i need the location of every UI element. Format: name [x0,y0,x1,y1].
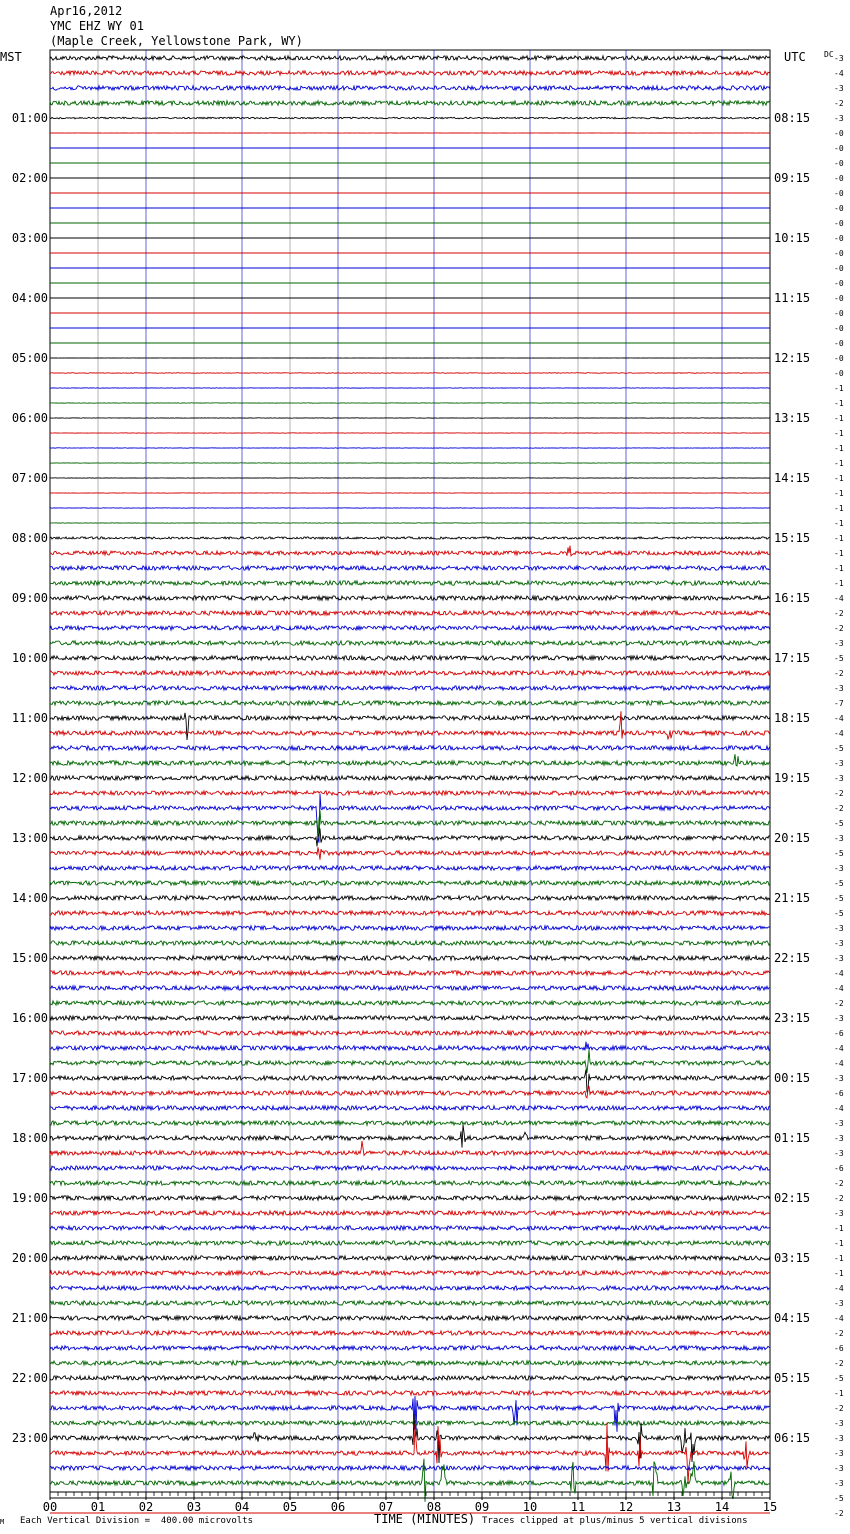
utc-hour-label: 00:15 [774,1071,811,1085]
dc-offset-label: -0 [834,309,844,318]
dc-offset-label: -3 [834,54,844,63]
mst-hour-label: 16:00 [11,1011,48,1025]
mst-hour-label: 09:00 [11,591,48,605]
dc-offset-label: -2 [834,1509,844,1518]
trace-row [50,656,770,660]
trace-row [50,1001,770,1005]
utc-hour-label: 17:15 [774,651,811,665]
dc-offset-label: -1 [834,504,844,513]
dc-offset-label: -0 [834,234,844,243]
x-axis-label: TIME (MINUTES) [374,1512,476,1526]
dc-offset-label: -2 [834,669,844,678]
dc-offset-label: -0 [834,249,844,258]
trace-row [50,1421,770,1425]
dc-offset-label: -5 [834,654,844,663]
trace-row [50,847,770,860]
dc-offset-label: -4 [834,1284,844,1293]
trace-row [50,1050,770,1073]
dc-offset-label: -4 [834,1059,844,1068]
dc-offset-label: -4 [834,1044,844,1053]
trace-row [50,373,770,374]
dc-offset-label: -3 [834,834,844,843]
trace-row [50,754,770,766]
dc-offset-label: -0 [834,174,844,183]
trace-row [50,713,770,740]
trace-row [50,986,770,990]
dc-offset-label: -0 [834,294,844,303]
dc-offset-label: -1 [834,474,844,483]
dc-offset-label: -4 [834,69,844,78]
trace-row [50,711,770,739]
trace-row [50,1069,770,1092]
dc-offset-label: -1 [834,414,844,423]
dc-offset-label: -1 [834,534,844,543]
dc-offset-label: -2 [834,804,844,813]
trace-row [50,1226,770,1230]
dc-offset-label: -1 [834,489,844,498]
utc-hour-label: 02:15 [774,1191,811,1205]
trace-row [50,811,770,839]
mst-hour-label: 03:00 [11,231,48,245]
dc-offset-label: -0 [834,204,844,213]
trace-row [50,1256,770,1260]
dc-offset-label: -4 [834,729,844,738]
scale-note: Each Vertical Division = 400.00 microvolts [20,1516,253,1526]
utc-hour-label: 15:15 [774,531,811,545]
dc-offset-label: -4 [834,984,844,993]
mst-axis-title: MST [0,50,22,64]
utc-hour-label: 22:15 [774,951,811,965]
dc-offset-label: -3 [834,1299,844,1308]
trace-row [50,829,770,847]
utc-hour-label: 12:15 [774,351,811,365]
dc-offset-label: -1 [834,519,844,528]
utc-hour-label: 05:15 [774,1371,811,1385]
trace-row [50,746,770,750]
trace-row [50,1106,770,1110]
utc-hour-label: 04:15 [774,1311,811,1325]
trace-row [50,581,770,585]
dc-offset-label: -6 [834,1029,844,1038]
trace-row [50,686,770,690]
dc-offset-label: -3 [834,1464,844,1473]
x-tick-label: 12 [618,1500,634,1514]
mst-hour-label: 19:00 [11,1191,48,1205]
trace-row [50,1211,770,1215]
utc-hour-label: 11:15 [774,291,811,305]
utc-hour-label: 20:15 [774,831,811,845]
dc-offset-label: -0 [834,159,844,168]
dc-offset-label: -4 [834,714,844,723]
dc-offset-label: -2 [834,1329,844,1338]
mst-hour-label: 06:00 [11,411,48,425]
utc-hour-label: 03:15 [774,1251,811,1265]
dc-offset-label: -1 [834,1389,844,1398]
dc-offset-label: -3 [834,84,844,93]
dc-offset-label: -5 [834,819,844,828]
trace-row [50,56,770,60]
utc-hour-label: 19:15 [774,771,811,785]
trace-row [50,596,770,600]
dc-offset-label: -3 [834,954,844,963]
dc-offset-label: -3 [834,1419,844,1428]
dc-offset-label: -2 [834,1179,844,1188]
utc-hour-label: 01:15 [774,1131,811,1145]
mst-hour-label: 12:00 [11,771,48,785]
corner-mark: M [0,1518,5,1526]
dc-offset-label: -0 [834,369,844,378]
trace-row [50,956,770,960]
trace-row [50,1271,770,1275]
trace-row [50,1466,770,1470]
trace-row [50,1301,770,1305]
trace-row [50,1346,770,1350]
dc-offset-label: -0 [834,219,844,228]
dc-offset-label: -4 [834,1104,844,1113]
trace-row [50,1031,770,1035]
trace-row [50,546,770,556]
mst-hour-label: 21:00 [11,1311,48,1325]
x-tick-label: 14 [714,1500,730,1514]
trace-row [50,1042,770,1051]
trace-row [50,1166,770,1170]
dc-offset-label: -3 [834,1119,844,1128]
utc-hour-label: 21:15 [774,891,811,905]
mst-hour-label: 05:00 [11,351,48,365]
trace-row [50,881,770,885]
dc-offset-label: -5 [834,879,844,888]
mst-hour-label: 14:00 [11,891,48,905]
trace-row [50,1141,770,1155]
utc-hour-label: 13:15 [774,411,811,425]
dc-offset-label: -0 [834,339,844,348]
trace-row [50,1396,770,1432]
dc-offset-label: -5 [834,1374,844,1383]
trace-row [50,117,770,119]
trace-row [50,941,770,945]
x-tick-label: 00 [42,1500,58,1514]
mst-hour-label: 10:00 [11,651,48,665]
x-tick-label: 03 [186,1500,202,1514]
dc-offset-label: -1 [834,384,844,393]
dc-offset-label: -5 [834,909,844,918]
x-tick-label: 08 [426,1500,442,1514]
trace-row [50,101,770,105]
dc-offset-label: -6 [834,1089,844,1098]
dc-offset-label: -3 [834,1434,844,1443]
x-tick-label: 04 [234,1500,250,1514]
trace-row [50,566,770,570]
trace-row [50,926,770,930]
utc-axis-title: UTC [784,50,806,64]
dc-offset-label: -3 [834,774,844,783]
x-tick-label: 09 [474,1500,490,1514]
dc-offset-label: -4 [834,969,844,978]
dc-offset-label: -0 [834,354,844,363]
dc-offset-label: -1 [834,579,844,588]
trace-row [50,641,770,645]
dc-offset-label: -3 [834,759,844,768]
dc-offset-label: -1 [834,399,844,408]
dc-offset-label: -0 [834,189,844,198]
clip-note: Traces clipped at plus/minus 5 vertical divisions [482,1516,748,1526]
trace-row [50,671,770,675]
dc-offset-label: -7 [834,699,844,708]
dc-offset-label: -1 [834,429,844,438]
x-tick-label: 11 [570,1500,586,1514]
x-tick-label: 07 [378,1500,394,1514]
trace-row [50,1316,770,1320]
dc-offset-label: -3 [834,1074,844,1083]
dc-offset-label: -0 [834,324,844,333]
trace-row [50,86,770,90]
trace-row [50,1391,770,1395]
dc-offset-label: -2 [834,1359,844,1368]
utc-hour-label: 16:15 [774,591,811,605]
trace-row [50,1241,770,1245]
station-location: (Maple Creek, Yellowstone Park, WY) [50,34,303,48]
dc-offset-label: -2 [834,1404,844,1413]
trace-row [50,1423,770,1484]
dc-offset-label: -2 [834,624,844,633]
dc-offset-label: -1 [834,564,844,573]
dc-offset-label: -6 [834,1344,844,1353]
mst-hour-label: 08:00 [11,531,48,545]
dc-offset-label: -3 [834,639,844,648]
x-tick-label: 02 [138,1500,154,1514]
dc-offset-label: -2 [834,609,844,618]
dc-offset-label: -0 [834,264,844,273]
dc-offset-label: -3 [834,1449,844,1458]
trace-row [50,1121,770,1125]
x-tick-label: 06 [330,1500,346,1514]
trace-row [50,776,770,780]
trace-row [50,626,770,630]
dc-offset-label: -3 [834,1209,844,1218]
utc-hour-label: 10:15 [774,231,811,245]
dc-offset-label: -1 [834,459,844,468]
dc-offset-label: -1 [834,549,844,558]
trace-row [50,794,770,843]
dc-offset-label: -0 [834,279,844,288]
trace-row [50,537,770,539]
dc-offset-label: -3 [834,1479,844,1488]
trace-row [50,1016,770,1020]
station-id: YMC EHZ WY 01 [50,19,144,33]
dc-offset-label: -3 [834,864,844,873]
dc-axis-title: DC [824,50,834,59]
x-tick-label: 01 [90,1500,106,1514]
trace-row [50,1181,770,1185]
dc-offset-label: -4 [834,1314,844,1323]
trace-row [50,1086,770,1098]
trace-row [50,1286,770,1290]
dc-offset-label: -3 [834,684,844,693]
dc-offset-label: -3 [834,1149,844,1158]
mst-hour-label: 22:00 [11,1371,48,1385]
utc-hour-label: 23:15 [774,1011,811,1025]
utc-hour-label: 18:15 [774,711,811,725]
utc-hour-label: 06:15 [774,1431,811,1445]
trace-row [50,896,770,900]
dc-offset-label: -3 [834,1014,844,1023]
utc-hour-label: 08:15 [774,111,811,125]
mst-hour-label: 11:00 [11,711,48,725]
dc-offset-label: -3 [834,1134,844,1143]
dc-offset-label: -3 [834,924,844,933]
dc-offset-label: -2 [834,1194,844,1203]
trace-row [50,701,770,705]
utc-hour-label: 09:15 [774,171,811,185]
trace-row [50,71,770,75]
dc-offset-label: -1 [834,1224,844,1233]
mst-hour-label: 15:00 [11,951,48,965]
mst-hour-label: 23:00 [11,1431,48,1445]
mst-hour-label: 01:00 [11,111,48,125]
dc-offset-label: -5 [834,894,844,903]
mst-hour-label: 17:00 [11,1071,48,1085]
dc-offset-label: -2 [834,789,844,798]
dc-offset-label: -5 [834,744,844,753]
x-tick-label: 15 [762,1500,778,1514]
trace-row [50,791,770,795]
x-tick-label: 10 [522,1500,538,1514]
utc-hour-label: 14:15 [774,471,811,485]
trace-row [50,1376,770,1380]
x-tick-label: 13 [666,1500,682,1514]
trace-row [50,911,770,915]
dc-offset-label: -1 [834,1254,844,1263]
dc-offset-label: -0 [834,129,844,138]
mst-hour-label: 20:00 [11,1251,48,1265]
trace-row [50,866,770,870]
mst-hour-label: 18:00 [11,1131,48,1145]
trace-row [50,1196,770,1200]
dc-offset-label: -1 [834,444,844,453]
mst-hour-label: 04:00 [11,291,48,305]
dc-offset-label: -0 [834,144,844,153]
dc-offset-label: -5 [834,849,844,858]
dc-offset-label: -3 [834,114,844,123]
dc-offset-label: -2 [834,99,844,108]
trace-row [50,1331,770,1335]
dc-offset-label: -2 [834,999,844,1008]
mst-hour-label: 07:00 [11,471,48,485]
mst-hour-label: 13:00 [11,831,48,845]
dc-offset-label: -1 [834,1269,844,1278]
trace-row [50,1361,770,1365]
mst-hour-label: 02:00 [11,171,48,185]
plot-date: Apr16,2012 [50,4,123,18]
trace-row [50,611,770,615]
trace-row [50,971,770,975]
dc-offset-label: -6 [834,1164,844,1173]
dc-offset-label: -3 [834,939,844,948]
dc-offset-label: -1 [834,1239,844,1248]
trace-row [50,1125,770,1148]
dc-offset-label: -5 [834,1494,844,1503]
dc-offset-label: -4 [834,594,844,603]
x-tick-label: 05 [282,1500,298,1514]
